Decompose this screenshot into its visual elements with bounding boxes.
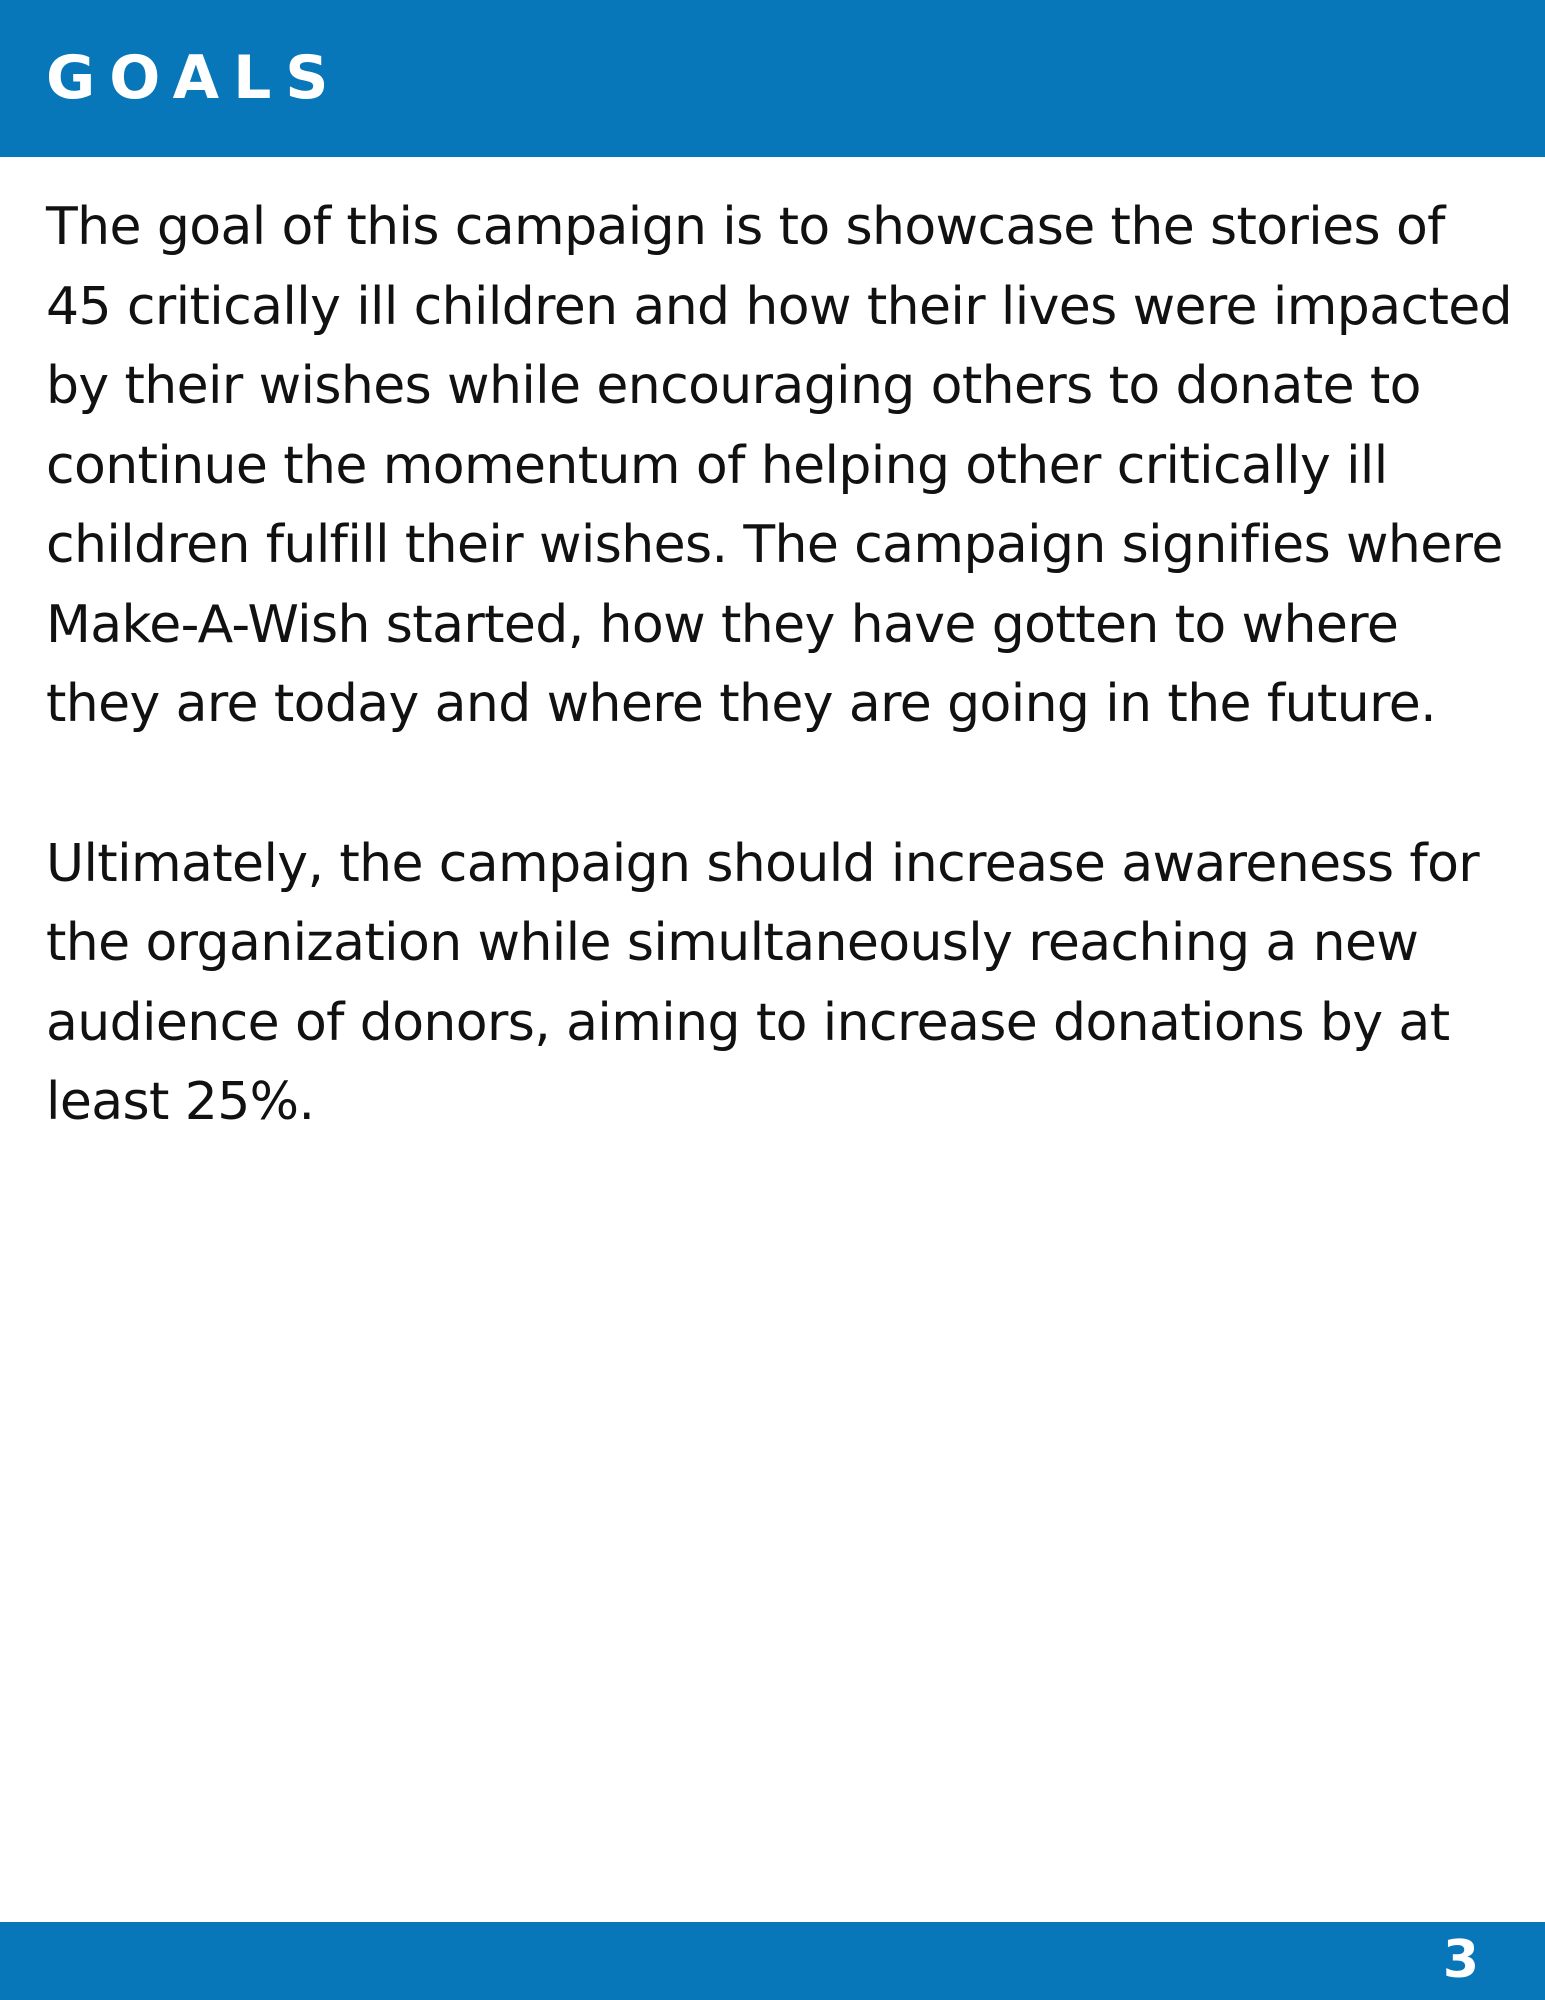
- goals-paragraph-2: Ultimately, the campaign should increase awareness for the organization while simultaneously reaching a new audience of donors, aiming to increase donations by at least 25%.: [46, 833, 1480, 1132]
- goals-paragraph-1: The goal of this campaign is to showcase the stories of 45 critically ill children and how their lives were impacted by their wishes while encouraging others to donate to continue the momentum of helping other critically ill children fulfill their wishes. The campaign signifies where Make-A-Wish started, how they have gotten to where they are today and where they are going in the future.: [46, 197, 1513, 734]
- page-title: GOALS: [46, 43, 343, 113]
- footer-bar: [0, 1922, 1545, 2000]
- body-text: [46, 188, 1516, 1223]
- page-number: 3: [1442, 1930, 1479, 1990]
